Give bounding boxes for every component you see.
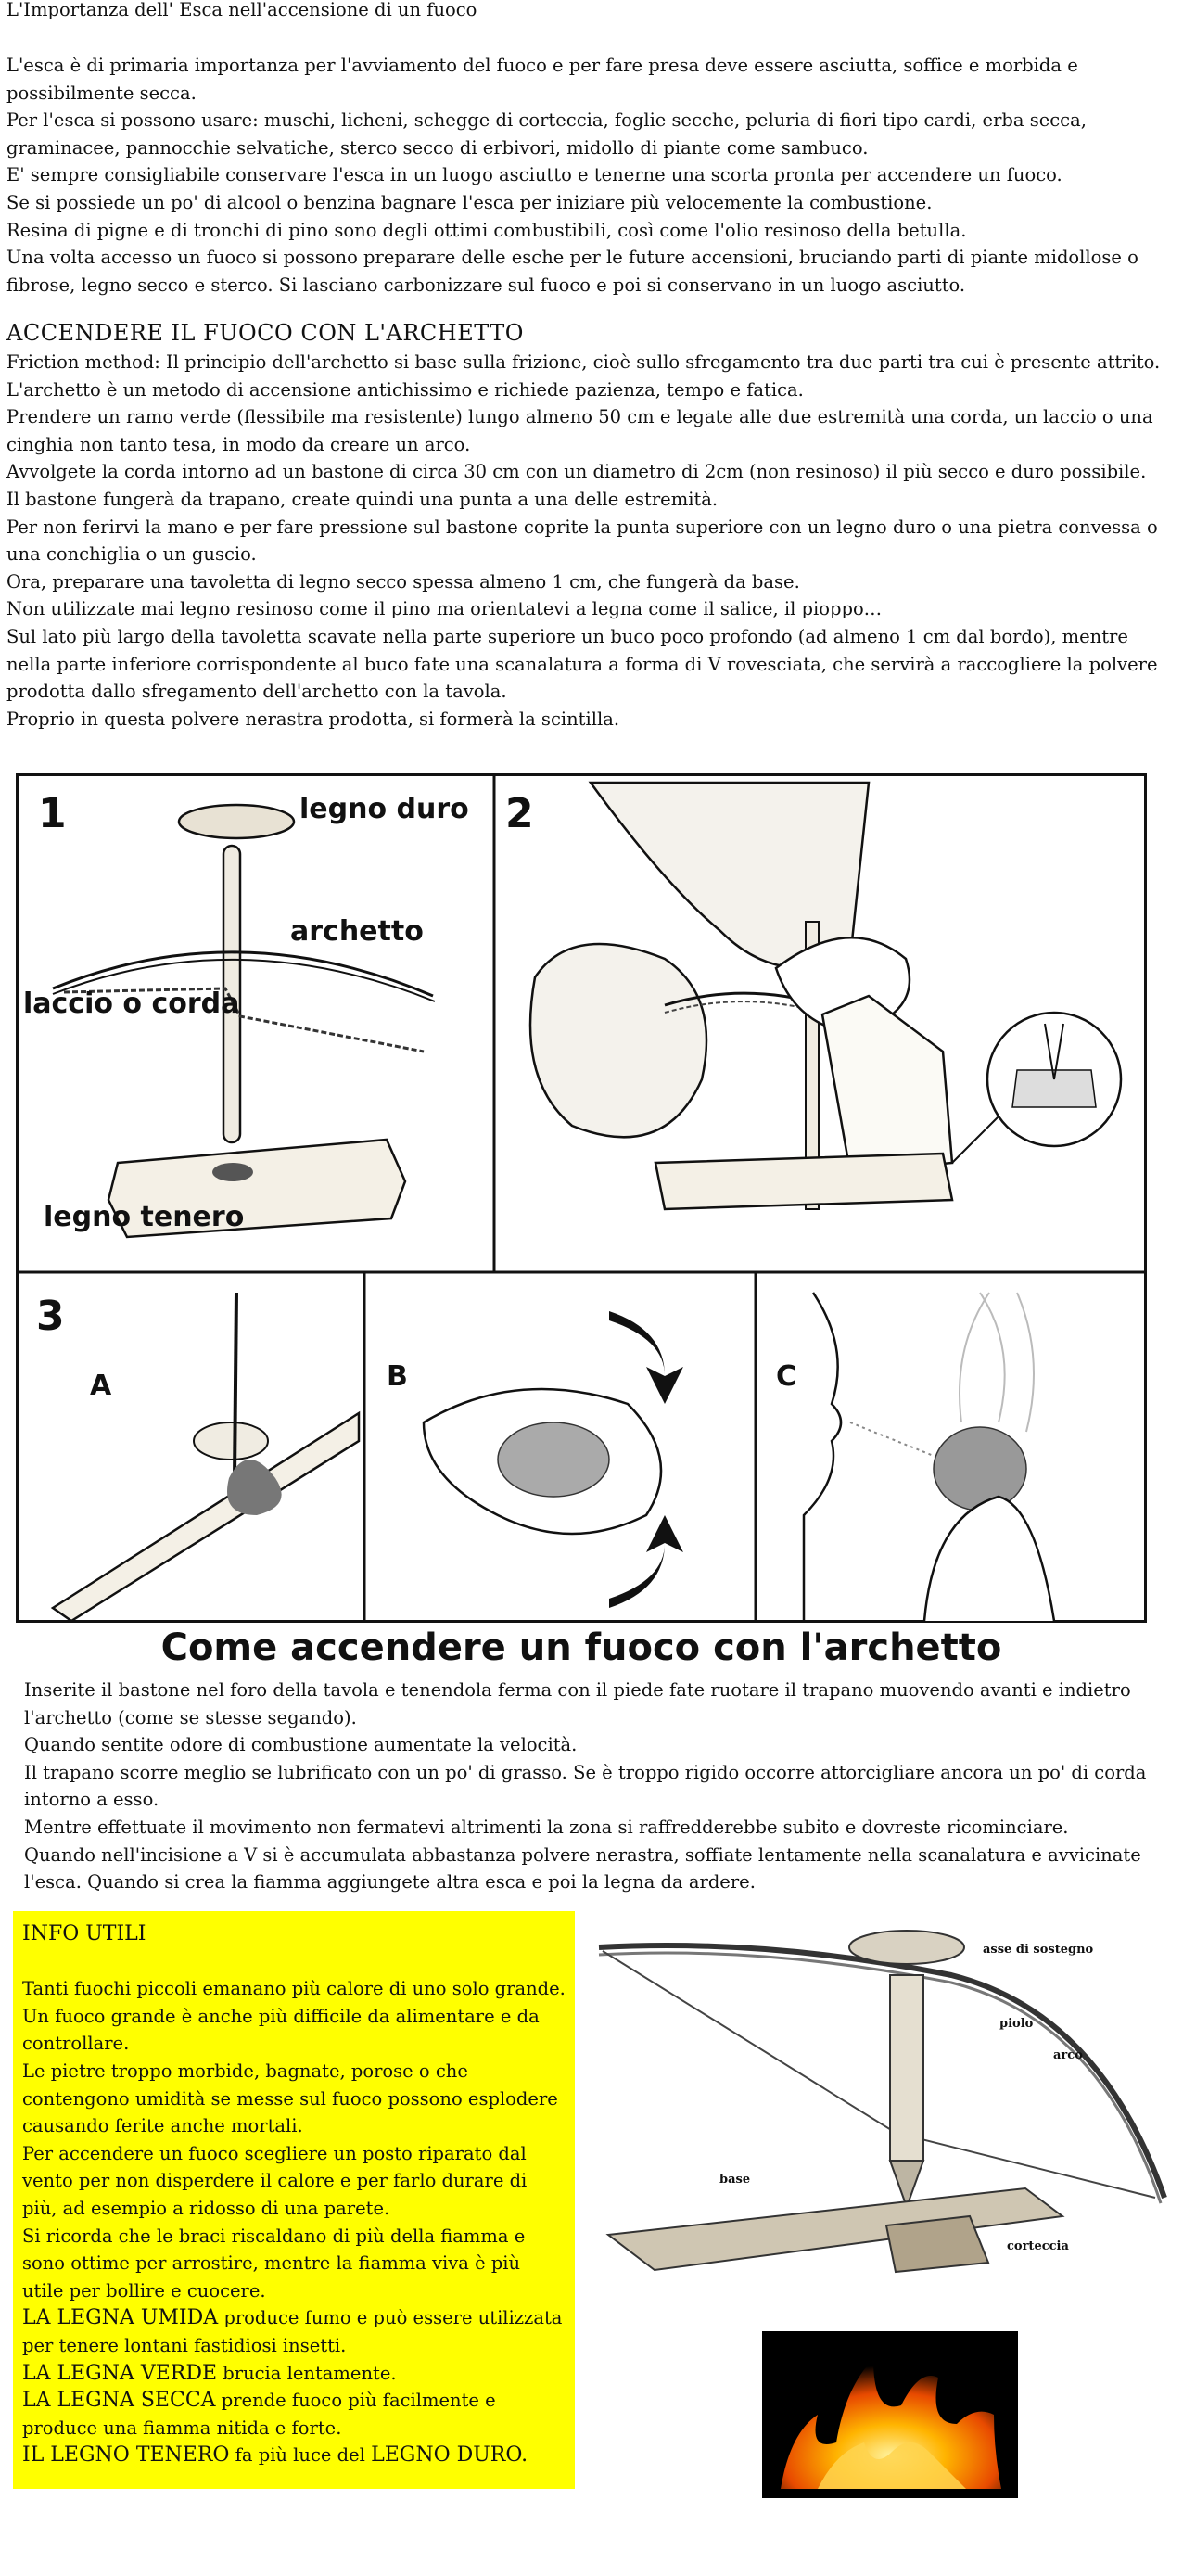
instructions-paragraph: Mentre effettuate il movimento non fermatevi altrimenti la zona si raffredderebbe subito e dovreste ricominciare. — [24, 1816, 1069, 1838]
hard-wood-block — [179, 805, 294, 838]
info-paragraph: Per accendere un fuoco scegliere un posto riparato dal vento per non disperdere il calore e per farlo durare di più, ad esempio a ridosso di una parete. — [22, 2142, 528, 2219]
intro-paragraph: E' sempre consigliabile conservare l'esca in un luogo asciutto e tenerne una scorta pronta per accendere un fuoco. — [6, 164, 1062, 186]
drill-spindle — [235, 1293, 236, 1478]
sub-label: A — [90, 1370, 112, 1402]
instructions-paragraph: Il trapano scorre meglio se lubrificato con un po' di grasso. Se è troppo rigido occorre attorcigliare ancora un po' di corda intorno a esso. — [24, 1761, 1147, 1811]
method-paragraph: Avvolgete la corda intorno ad un bastone di circa 30 cm con un diametro di 2cm (non resinoso) il più secco e duro possibile. — [6, 461, 1147, 483]
document-title: L'Importanza dell' Esca nell'accensione di un fuoco — [6, 0, 477, 20]
illustration-svg — [16, 773, 1147, 1623]
wood-comparison — [22, 2442, 566, 2469]
fire-photo — [762, 2331, 1018, 2498]
wood-type-item — [22, 2387, 566, 2442]
sub-label: C — [776, 1360, 797, 1393]
intro-paragraph: Se si possiede un po' di alcool o benzina bagnare l'esca per iniziare più velocemente la combustione. — [6, 191, 933, 213]
label-bow: archetto — [290, 915, 424, 948]
method-paragraph: L'archetto è un metodo di accensione antichissimo e richiede pazienza, tempo e fatica. — [6, 378, 804, 401]
instructions-section — [24, 1677, 1174, 1896]
diagram-bow — [599, 1953, 1161, 2203]
method-paragraph: Per non ferirvi la mano e per fare pressione sul bastone coprite la punta superiore con un legno duro o una pietra convessa o una conchiglia o un guscio. — [6, 516, 1158, 566]
fire-board — [655, 1154, 952, 1209]
intro-section — [6, 52, 1175, 299]
label-soft-wood: legno tenero — [44, 1201, 245, 1233]
comparison-text: fa più luce del — [229, 2444, 372, 2467]
board-hole — [212, 1163, 253, 1181]
method-paragraph: Prendere un ramo verde (flessibile ma resistente) lungo almeno 50 cm e legate alle due estremità una corda, un laccio o una cinghia non tanto tesa, in modo da creare un arco. — [6, 406, 1153, 455]
tinder-bundle — [934, 1427, 1026, 1511]
section-heading: ACCENDERE IL FUOCO CON L'ARCHETTO — [6, 320, 524, 346]
illustration-caption: Come accendere un fuoco con l'archetto — [160, 1626, 1002, 1669]
info-box — [13, 1911, 575, 2489]
label-support: asse di sostegno — [983, 1943, 1094, 1957]
method-paragraph: Proprio in questa polvere nerastra prodotta, si formerà la scintilla. — [6, 708, 620, 730]
bow-drill-diagram — [580, 1919, 1179, 2281]
instructions-paragraph: Quando sentite odore di combustione aumentate la velocità. — [24, 1734, 578, 1756]
label-bark: corteccia — [1007, 2239, 1069, 2253]
label-base: base — [719, 2173, 751, 2187]
tinder-bundle — [498, 1422, 609, 1497]
bow-drill-illustration — [16, 773, 1147, 1623]
diagram-cord — [603, 1951, 1155, 2198]
diagram-bow — [599, 1945, 1164, 2198]
info-paragraph: Le pietre troppo morbide, bagnate, porose o che contengono umidità se messe sul fuoco possono esplodere causando ferite anche mortali. — [22, 2060, 558, 2137]
diagram-bark — [886, 2216, 988, 2272]
diagram-peg — [890, 1975, 923, 2161]
method-paragraph: Friction method: Il principio dell'archetto si base sulla frizione, cioè sullo sfregamento tra due parti tra cui è presente attrito. — [6, 351, 1161, 373]
intro-paragraph: Resina di pigne e di tronchi di pino sono degli ottimi combustibili, così come l'olio resinoso della betulla. — [6, 219, 967, 241]
soft-wood-term: IL LEGNO TENERO — [22, 2443, 230, 2468]
wood-type-name: LA LEGNA VERDE — [22, 2361, 218, 2385]
wood-type-name: LA LEGNA UMIDA — [22, 2306, 219, 2330]
wood-type-name: LA LEGNA SECCA — [22, 2389, 216, 2413]
method-paragraph: Sul lato più largo della tavoletta scavate nella parte superiore un buco poco profondo (ad almeno 1 cm dal bordo), mentre nella parte inferiore corrispondente al buco fate una scanalatura a forma di V rovesciata, che servirà a raccogliere la polvere prodotta dallo sfregamento dell'archetto con la tavola. — [6, 625, 1158, 703]
info-paragraph: Un fuoco grande è anche più difficile da alimentare e da controllare. — [22, 2005, 540, 2055]
sub-label: B — [387, 1360, 408, 1393]
label-arc: arco — [1053, 2048, 1083, 2062]
panel-number: 3 — [36, 1293, 65, 1340]
panel-number: 2 — [505, 790, 534, 837]
diagram-base — [608, 2188, 1062, 2270]
method-section — [6, 349, 1175, 733]
wood-type-desc: brucia lentamente. — [217, 2362, 397, 2384]
intro-paragraph: Una volta accesso un fuoco si possono preparare delle esche per le future accensioni, bruciando parti di piante midollose o fibrose, legno secco e sterco. Si lasciano carbonizzare sul fuoco e poi si conservano in un luogo asciutto. — [6, 247, 1138, 296]
panel-number: 1 — [38, 790, 67, 837]
instructions-paragraph: Quando nell'incisione a V si è accumulata abbastanza polvere nerastra, soffiate lentamente nella scanalatura e avvicinate l'esca. Quando si crea la fiamma aggiungete altra esca e poi la legna da ardere. — [24, 1843, 1141, 1894]
wood-type-desc: produce fumo e può essere utilizzata per tenere lontani fastidiosi insetti. — [22, 2307, 563, 2356]
method-paragraph: Ora, preparare una tavoletta di legno secco spessa almeno 1 cm, che fungerà da base. — [6, 570, 800, 593]
instructions-paragraph: Inserite il bastone nel foro della tavola e tenendola ferma con il piede fate ruotare il trapano muovendo avanti e indietro l'archetto (come se stesse segando). — [24, 1679, 1131, 1728]
person-knee — [530, 944, 706, 1137]
info-title: INFO UTILI — [22, 1922, 146, 1945]
method-paragraph: Non utilizzate mai legno resinoso come il pino ma orientatevi a legna come il salice, il pioppo… — [6, 598, 883, 620]
info-paragraph: Tanti fuochi piccoli emanano più calore di uno solo grande. — [22, 1978, 566, 2000]
label-peg: piolo — [999, 2017, 1034, 2031]
wood-type-item — [22, 2360, 566, 2388]
hard-wood-term: LEGNO DURO. — [371, 2443, 528, 2468]
intro-paragraph: L'esca è di primaria importanza per l'avviamento del fuoco e per fare presa deve essere asciutta, soffice e morbida e possibilmente secca. — [6, 55, 1078, 104]
leaf-bed — [194, 1422, 268, 1460]
method-paragraph: Il bastone fungerà da trapano, create quindi una punta a una delle estremità. — [6, 488, 719, 510]
wood-type-desc: prende fuoco più facilmente e produce una fiamma nitida e forte. — [22, 2390, 496, 2439]
label-hard-wood: legno duro — [299, 793, 469, 825]
info-paragraph: Si ricorda che le braci riscaldano di più della fiamma e sono ottime per arrostire, mentre la fiamma viva è più utile per bollire e cuocere. — [22, 2225, 526, 2302]
wood-type-item — [22, 2304, 566, 2359]
label-cord: laccio o corda — [23, 988, 240, 1020]
diagram-support-block — [849, 1931, 964, 1964]
intro-paragraph: Per l'esca si possono usare: muschi, licheni, schegge di corteccia, foglie secche, peluria di fiori tipo cardi, erba secca, graminacee, pannocchie selvatiche, sterco secco di erbivori, midollo di piante come sambuco. — [6, 109, 1087, 159]
